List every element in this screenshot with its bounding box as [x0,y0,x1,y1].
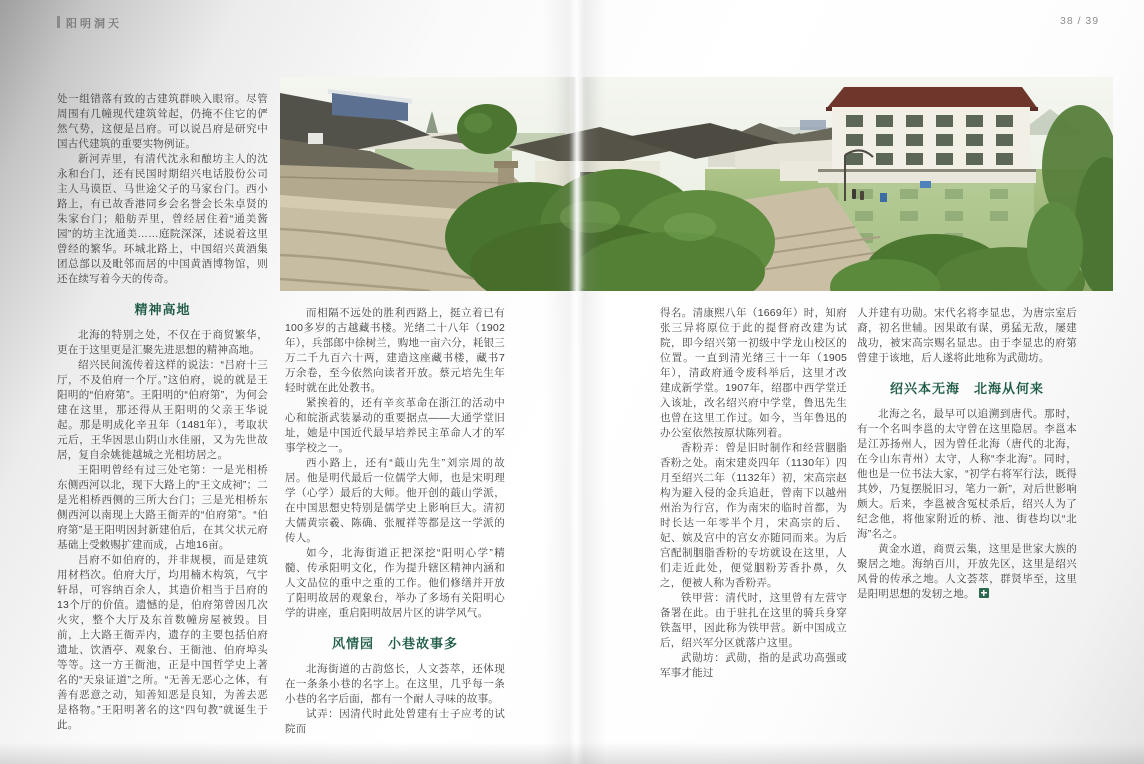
body-paragraph: 人并建有功勋。宋代名将李显忠，为唐宗室后裔，初名世辅。因果敢有谋，勇猛无敌，屡建战功，被宋高宗赐名显忠。由于李显忠的府第曾建于该地，后人遂将此地称为武勋坊。 [857,307,1077,364]
body-paragraph: 王阳明曾经有过三处宅第：一是光相桥东侧西河以北，现下大路上的“王文成祠”；二是光相桥西侧的三所大台门；三是光相桥东侧西河以南现上大路王衙弄的“伯府第”。“伯府第”是王阳明因封新建伯后，在其父状元府基础上受敕赐扩建而成，占地16亩。 [57,464,268,551]
header-tick-bar [57,16,60,28]
page-number: 38 / 39 [1060,15,1100,27]
body-paragraph: 铁甲营：清代时，这里曾有左营守备署在此。由于驻扎在这里的骑兵身穿铁盔甲，因此称为铁甲营。新中国成立后，绍兴军分区就落户这里。 [660,592,847,649]
body-paragraph: 得名。清康熙八年（1669年）时，知府张三异将原位于此的提督府改建为试院，即今绍兴第一初级中学龙山校区的位置。一直到清光绪三十一年（1905年），清政府通令废科举后，这里才改建成新学堂。1907年，绍郡中西学堂迁入该址，改名绍兴府中学堂，鲁迅先生也曾在这里工作过。如今，当年鲁迅的办公室依然按原状陈列着。 [660,307,847,439]
closing-paragraph-text: 黄金水道，商贾云集，这里是世家大族的聚居之地。海纳百川，开放先区，这里是绍兴风骨的传承之地。人文荟萃，群贤毕至，这里是阳明思想的发轫之地。 [857,543,1077,600]
section-heading-alley-stories: 风情园 小巷故事多 [331,636,458,651]
section-title: 阳明洞天 [66,18,122,30]
left-page-column-1 [57,92,268,733]
body-paragraph: 北海的特别之处，不仅在于商贸繁华，更在于这里更是汇聚先进思想的精神高地。 [57,329,268,356]
body-paragraph [857,542,1077,602]
body-paragraph: 试弄：因清代时此处曾建有士子应考的试院而 [285,708,505,735]
right-page-column-1 [660,306,847,681]
body-paragraph: 武勋坊：武勋，指的是武功高强或军事才能过 [660,652,847,679]
body-paragraph: 北海街道的古韵悠长，人文荟萃，还体现在一条条小巷的名字上。在这里，几乎每一条小巷的名字后面，都有一个耐人寻味的故事。 [285,663,505,705]
left-page-column-2 [285,306,505,737]
article-end-seal-icon [979,588,989,598]
body-paragraph: 北海之名，最早可以追溯到唐代。那时，有一个名叫李邕的太守曾在这里隐居。李邕本是江苏扬州人，因为曾任北海（唐代的北海，在今山东青州）太守，人称“李北海”。同时，他也是一位书法大家，“初学右将军行法，既得其妙，乃复摆脱旧习，笔力一新”，对后世影响颇大。后来，李邕被含冤杖杀后，绍兴人为了纪念他，将他家附近的桥、池、街巷均以“北海”名之。 [857,408,1077,540]
body-paragraph: 绍兴民间流传着这样的说法：“吕府十三厅，不及伯府一个厅。”这伯府，说的就是王阳明的“伯府第”。王阳明的“伯府第”，为何会建在这里，那还得从王阳明的父亲王华说起。那是明成化辛丑年（1481年），考取状元后，王华因思山阴山水佳丽，又为先世故居，复自余姚徙越城之光相坊居之。 [57,359,268,461]
body-paragraph: 西小路上，还有“蕺山先生”刘宗周的故居。他是明代最后一位儒学大师，也是宋明理学（心学）最后的大师。他开创的蕺山学派，在中国思想史特别是儒学史上影响巨大。清初大儒黄宗羲、陈确、张履祥等都是这一学派的传人。 [285,457,505,544]
body-paragraph: 处一组错落有致的古建筑群映入眼帘。尽管周围有几幢现代建筑耸起，仍掩不住它的俨然气势，这便是吕府。可以说吕府是研究中国古代建筑的重要实物例证。 [57,93,268,150]
section-heading-beihai-origin: 绍兴本无海 北海从何来 [889,381,1044,396]
watertown-panorama-photo [280,77,1113,291]
panorama-illustration [280,77,1113,291]
body-paragraph: 如今，北海街道正把深挖“阳明心学”精髓、传承阳明文化，作为提升辖区精神内涵和人文品位的重中之重的工作。他们修缮并开放了阳明故居的观象台，举办了多场有关阳明心学的讲座，重启阳明故居片区的讲学风气。 [285,547,505,619]
body-paragraph: 吕府不如伯府的，并非规模，而是建筑用材档次。伯府大厅，均用楠木构筑，气宇轩昂，可容纳百余人，其造价相当于吕府的13个厅的价值。遗憾的是，伯府第曾因几次火灾，整个大厅及东首数幢房屋被毁。目前，上大路王衙弄内，遗存的主要包括伯府遗址、饮酒亭、观象台、王衙池、伯府埠头等等。这一方王衙池，正是中国哲学史上著名的“天泉证道”之所。“无善无恶心之体，有善有恶意之动，知善知恶是良知，为善去恶是格物。”王阳明著名的这“四句教”就诞生于此。 [57,554,268,731]
right-page-column-2 [857,306,1077,602]
body-paragraph: 而相隔不远处的胜利西路上，挺立着已有100多岁的古越藏书楼。光绪二十八年（1902年），兵部郎中徐树兰，购地一亩六分，耗银三万二千九百六十两，建造这座藏书楼，藏书7万余卷，至今依然向读者开放。蔡元培先生年轻时就在此处教书。 [285,307,505,394]
body-paragraph: 香粉弄：曾是旧时制作和经营胭脂香粉之处。南宋建炎四年（1130年）四月至绍兴二年（1132年）初，宋高宗赵构为避入侵的金兵追赶，曾南下以越州州治为行宫，作为南宋的临时首都，为时长达一年零半个月，宋高宗的后、妃、嫔及宫中的宫女亦随同而来。为后宫配制胭脂香粉的专坊就设在这里，人们走近此处，便觉胭粉芳香扑鼻，久之，便被人称为香粉弄。 [660,442,847,589]
body-paragraph: 新河弄里，有清代沈永和酿坊主人的沈永和台门，还有民国时期绍兴电话股份公司主人马谟臣、马世途父子的马家台门。西小路上，有已故香港同乡会名誉会长朱卓贤的朱家台门；船舫弄里，曾经居住着“通美酱园”的坊主沈通美……庭院深深，述说着这里曾经的繁华。环城北路上，中国绍兴黄酒集团总部以及毗邻而居的中国黄酒博物馆，则还在续写着今天的传奇。 [57,153,268,285]
body-paragraph: 紧挨着的，还有辛亥革命在浙江的活动中心和皖浙武装暴动的重要据点——大通学堂旧址，她是中国近代最早培养民主革命人才的军事学校之一。 [285,397,505,454]
section-heading-spirit-highland: 精神高地 [134,302,191,317]
